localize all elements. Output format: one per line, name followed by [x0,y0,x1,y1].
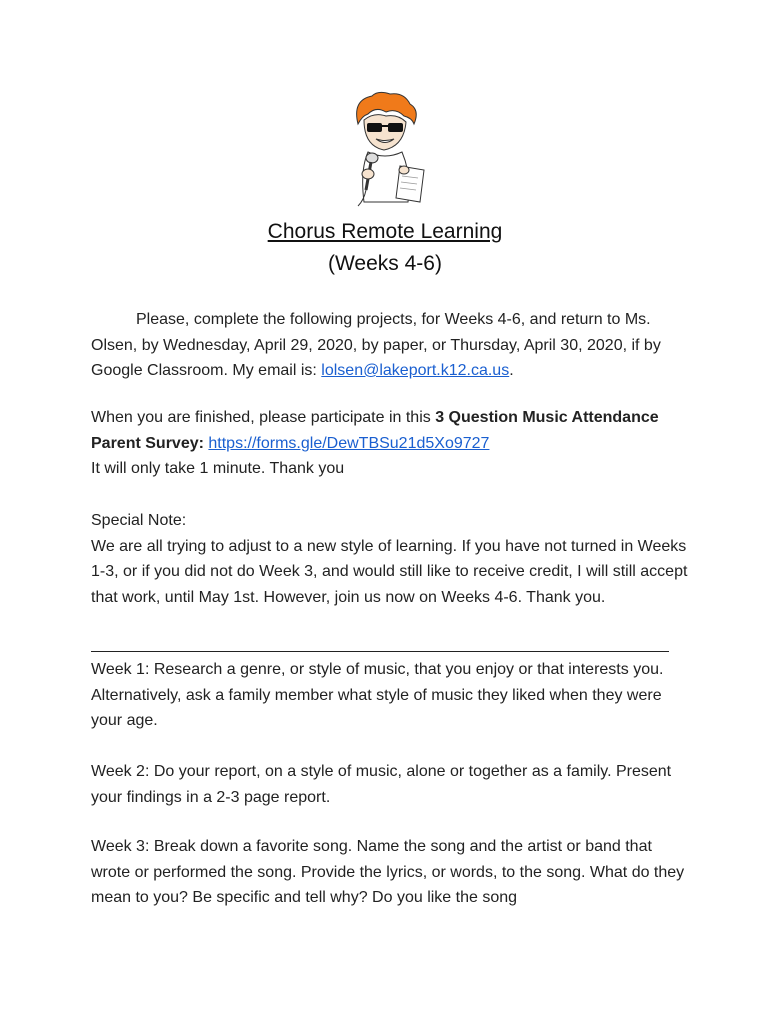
survey-link[interactable]: https://forms.gle/DewTBSu21d5Xo9727 [208,434,490,452]
intro-text: Please, complete the following projects, for Weeks 4-6, and return to Ms. Olsen, by Wednesday, April 29, 2020, by paper, or Thursday, April 30, 2020, if by Google Classroom. My email is: [91,311,661,379]
special-note-text: We are all trying to adjust to a new style of learning. If you have not turned in Weeks 1-3, or if you did not do Week 3, and would still like to receive credit, I will still accept that work, until May 1st. However, join us now on Weeks 4-6. Thank you. [91,537,688,606]
week-2-paragraph: Week 2: Do your report, on a style of music, alone or together as a family. Present your findings in a 2-3 page report. [91,763,672,806]
email-link[interactable]: lolsen@lakeport.k12.ca.us [321,362,510,379]
special-note-heading: Special Note: [91,512,187,529]
divider-line [91,651,669,652]
document-subtitle: (Weeks 4-6) [328,252,442,275]
special-note-paragraph [91,508,691,610]
week-3-paragraph: Week 3: Break down a favorite song. Name the song and the artist or band that wrote or performed the song. Provide the lyrics, or words, to the song. What do they mean to you? Be specific and tell why? Do you like the song [91,838,685,906]
survey-label: 3 Question Music Attendance Parent Survey: [91,409,659,452]
survey-note: It will only take 1 minute. Thank you [91,460,345,477]
intro-period: . [509,362,514,379]
intro-paragraph [91,307,691,384]
survey-paragraph [91,405,691,482]
singer-cartoon-image [338,90,432,212]
survey-text: When you are finished, please participate in this [91,409,436,426]
week-1-paragraph: Week 1: Research a genre, or style of music, that you enjoy or that interests you. Alternatively, ask a family member what style of music they liked when they were your age. [91,661,664,729]
document-title: Chorus Remote Learning [267,220,503,243]
